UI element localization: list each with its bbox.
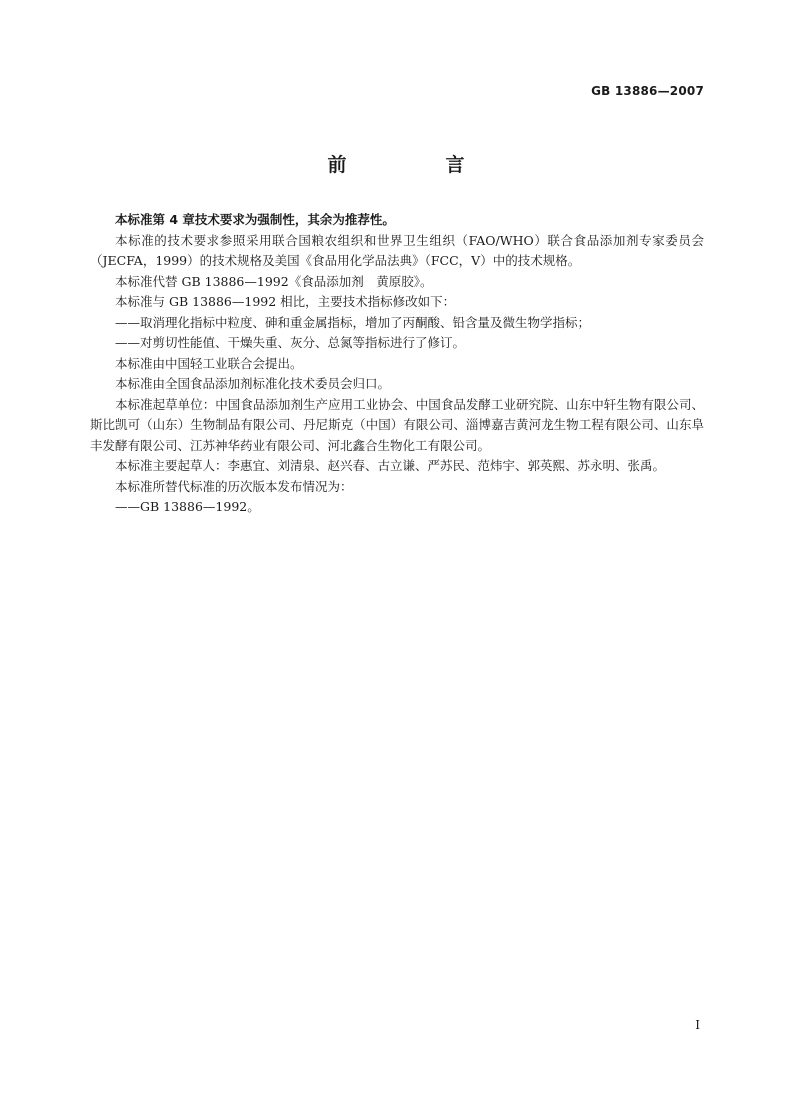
standard-number: GB 13886—2007 [591,84,704,98]
paragraph-history-intro: 本标准所替代标准的历次版本发布情况为： [115,478,353,494]
paragraph-replaces: 本标准代替 GB 13886—1992《食品添加剂 黄原胶》。 [115,273,433,289]
paragraph-proposed-by: 本标准由中国轻工业联合会提出。 [115,355,303,371]
paragraph-change-item-2: ——对剪切性能值、干燥失重、灰分、总氮等指标进行了修订。 [115,335,466,350]
paragraph-drafters: 本标准主要起草人：李惠宜、刘清泉、赵兴春、古立谦、严苏民、范炜宇、郭英熙、苏永明、张禹。 [115,458,666,473]
paragraph-administered-by: 本标准由全国食品添加剂标准化技术委员会归口。 [115,376,391,391]
paragraph-change-item-1: ——取消理化指标中粒度、砷和重金属指标，增加了丙酮酸、铅含量及微生物学指标； [115,314,591,330]
page-title: 前 言 [327,154,505,176]
paragraph-history-item: ——GB 13886—1992。 [115,499,260,514]
paragraph-changes-intro: 本标准与 GB 13886—1992 相比，主要技术指标修改如下： [115,294,456,309]
paragraph-reference: 本标准的技术要求参照采用联合国粮农组织和世界卫生组织（FAO/WHO）联合食品添加剂专家委员会（JECFA，1999）的技术规格及美国《食品用化学品法典》（FCC，Ⅴ）中的技术规格。 [90,232,704,268]
foreword-body [90,210,704,518]
paragraph-drafting-units: 本标准起草单位：中国食品添加剂生产应用工业协会、中国食品发酵工业研究院、山东中轩生物有限公司、斯比凯可（山东）生物制品有限公司、丹尼斯克（中国）有限公司、淄博嘉吉黄河龙生物工程有限公司、山东阜丰发酵有限公司、江苏神华药业有限公司、河北鑫合生物化工有限公司。 [90,396,704,453]
paragraph-mandatory-notice: 本标准第 4 章技术要求为强制性，其余为推荐性。 [115,212,395,227]
page-number: Ⅰ [695,1018,700,1032]
